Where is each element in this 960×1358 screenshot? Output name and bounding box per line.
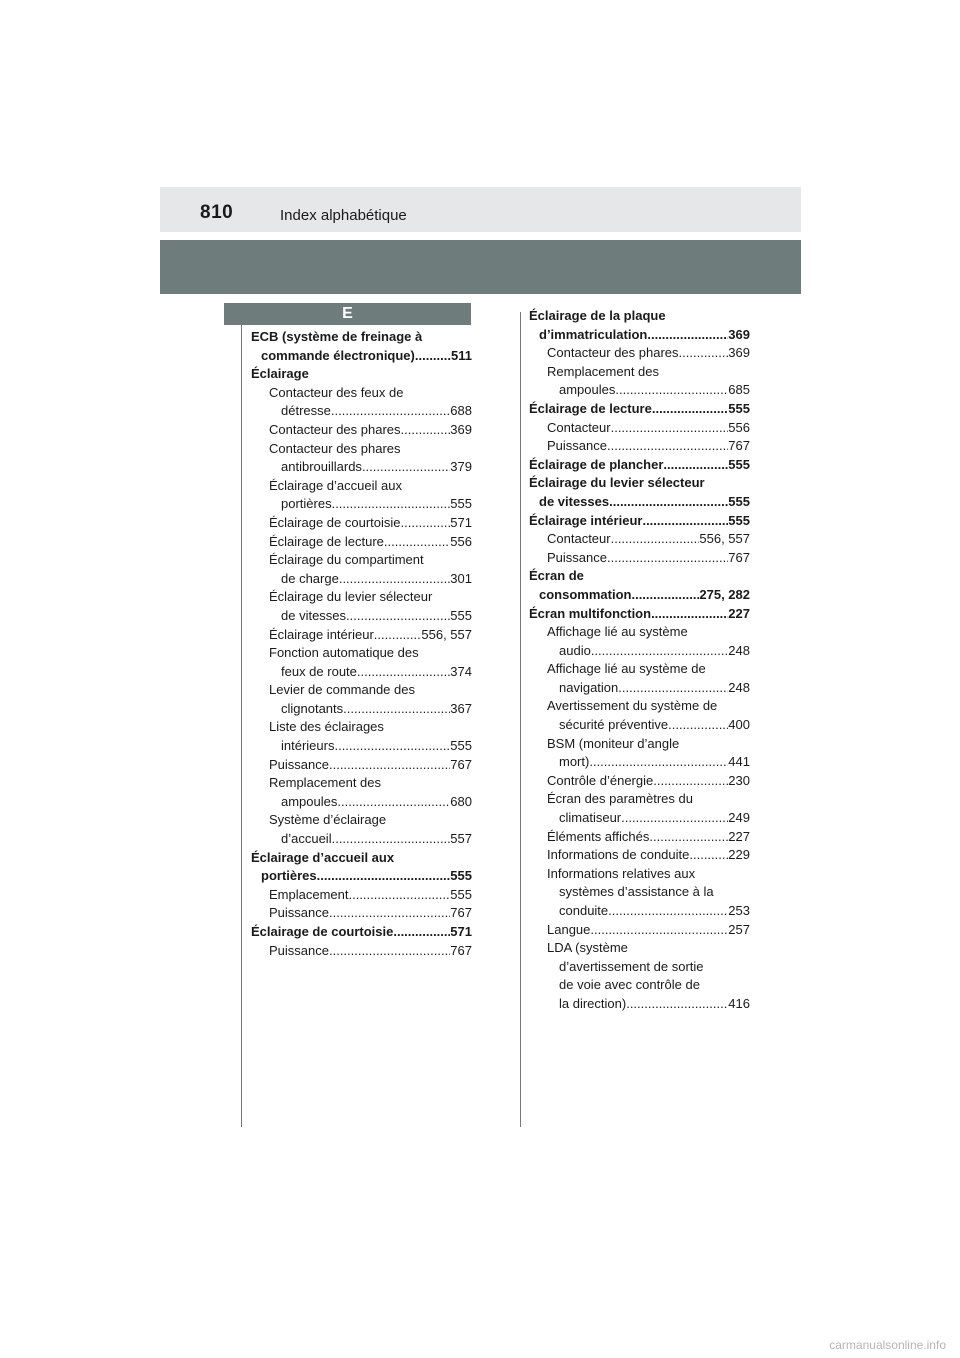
index-entry xyxy=(529,512,750,531)
index-entry xyxy=(251,533,472,552)
index-entry xyxy=(529,549,750,568)
leader-dots xyxy=(357,663,450,682)
index-entry-page: 680 xyxy=(450,793,472,809)
index-entry-text: Remplacement des xyxy=(547,363,659,379)
index-entry-page: 301 xyxy=(450,570,472,586)
index-entry xyxy=(251,811,472,830)
index-entry xyxy=(529,419,750,438)
index-entry xyxy=(529,623,750,642)
index-entry-page: 253 xyxy=(728,903,750,918)
index-entry-text: Éclairage de lecture xyxy=(269,533,384,549)
index-entry xyxy=(251,440,472,459)
section-banner xyxy=(160,240,801,294)
index-entry xyxy=(529,326,750,345)
index-entry xyxy=(251,644,472,663)
index-entry-text: Éclairage intérieur xyxy=(269,626,374,642)
index-entry-page: 555 xyxy=(728,512,750,528)
index-entry xyxy=(529,883,750,902)
index-entry-page: 685 xyxy=(728,382,750,398)
leader-dots xyxy=(384,533,450,552)
leader-dots xyxy=(668,716,728,735)
leader-dots xyxy=(652,400,728,419)
index-entry xyxy=(251,384,472,403)
leader-dots xyxy=(609,493,728,512)
leader-dots xyxy=(663,456,728,475)
index-entry xyxy=(529,586,750,605)
left-column-rule xyxy=(241,325,242,1127)
leader-dots xyxy=(393,923,450,942)
index-entry-text: Éclairage d’accueil aux xyxy=(251,849,395,865)
index-entry-text: Éclairage de lecture xyxy=(529,400,652,416)
index-column-right xyxy=(529,307,750,1014)
index-entry-page: 556, 557 xyxy=(699,531,750,547)
index-entry-page: 555 xyxy=(450,607,472,623)
index-entry xyxy=(251,904,472,923)
index-entry-text: Puissance xyxy=(269,756,329,772)
leader-dots xyxy=(607,437,728,456)
index-entry-text: d’accueil xyxy=(281,831,332,847)
index-entry-text: la direction) xyxy=(559,995,627,1011)
index-entry-text: Contacteur des phares xyxy=(269,421,401,437)
right-column-rule xyxy=(520,312,521,1127)
index-entry-text: Contacteur xyxy=(547,419,611,435)
index-entry-text: conduite xyxy=(559,903,609,918)
index-entry xyxy=(529,400,750,419)
index-entry xyxy=(251,793,472,812)
index-entry xyxy=(251,588,472,607)
index-entry xyxy=(529,530,750,549)
index-entry xyxy=(251,495,472,514)
leader-dots xyxy=(339,570,450,589)
index-entry-page: 249 xyxy=(728,810,750,826)
index-entry-page: 555 xyxy=(450,886,472,902)
index-entry-page: 257 xyxy=(728,921,750,937)
leader-dots xyxy=(621,809,728,828)
index-entry-text: Informations relatives aux xyxy=(547,865,696,881)
index-entry-page: 369 xyxy=(728,345,750,361)
header-bar xyxy=(160,187,801,232)
index-entry-text: audio xyxy=(559,642,591,658)
index-entry-text: commande électronique) xyxy=(261,347,415,363)
index-entry-text: Contacteur des phares xyxy=(547,345,679,361)
index-letter-tab: E xyxy=(224,303,471,325)
index-entry-page: 556, 557 xyxy=(421,626,472,642)
index-entry-text: intérieurs xyxy=(281,738,335,754)
index-entry xyxy=(251,942,472,961)
index-entry-page: 369 xyxy=(450,421,472,437)
index-entry xyxy=(251,607,472,626)
index-entry-text: mort) xyxy=(559,754,590,770)
index-entry-page: 248 xyxy=(728,679,750,695)
index-entry xyxy=(529,716,750,735)
index-entry xyxy=(529,735,750,754)
index-entry-page: 571 xyxy=(450,514,472,530)
leader-dots xyxy=(626,995,728,1014)
index-entry-page: 227 xyxy=(728,605,750,621)
index-entry-page: 367 xyxy=(450,700,472,716)
index-entry xyxy=(251,551,472,570)
index-entry-page: 555 xyxy=(450,496,472,512)
index-entry xyxy=(251,458,472,477)
index-entry-text: Éclairage de plancher xyxy=(529,456,664,472)
index-entry-text: Avertissement du système de xyxy=(547,698,718,714)
index-entry xyxy=(529,493,750,512)
leader-dots xyxy=(362,458,450,477)
index-entry xyxy=(529,381,750,400)
index-entry-text: Affichage lié au système de xyxy=(547,661,706,677)
index-entry xyxy=(529,679,750,698)
index-entry xyxy=(529,567,750,586)
index-entry xyxy=(251,402,472,421)
index-entry xyxy=(529,865,750,884)
index-entry xyxy=(251,867,472,886)
index-entry xyxy=(251,328,472,347)
index-entry-text: Éclairage xyxy=(251,366,309,382)
index-entry xyxy=(251,923,472,942)
index-entry-page: 227 xyxy=(728,828,750,844)
index-entry xyxy=(251,626,472,645)
index-entry-page: 767 xyxy=(728,549,750,565)
index-entry-page: 556 xyxy=(450,533,472,549)
leader-dots xyxy=(401,514,451,533)
index-entry-page: 416 xyxy=(728,995,750,1011)
index-entry-page: 555 xyxy=(728,456,750,472)
leader-dots xyxy=(415,347,451,366)
index-entry xyxy=(529,474,750,493)
leader-dots xyxy=(653,772,728,791)
index-entry xyxy=(251,365,472,384)
index-entry xyxy=(251,737,472,756)
index-entry-text: Éclairage d’accueil aux xyxy=(269,477,402,493)
index-entry-page: 688 xyxy=(450,403,472,419)
index-entry xyxy=(529,828,750,847)
index-entry-page: 555 xyxy=(450,738,472,754)
index-entry xyxy=(251,718,472,737)
index-entry-text: Contacteur des phares xyxy=(269,440,401,456)
index-entry xyxy=(529,753,750,772)
leader-dots xyxy=(329,756,450,775)
index-entry-text: de charge xyxy=(281,570,339,586)
index-entry-text: Éclairage du compartiment xyxy=(269,552,424,568)
index-entry-page: 400 xyxy=(728,717,750,733)
index-entry xyxy=(251,477,472,496)
index-entry-text: LDA (système xyxy=(547,940,628,956)
index-entry-text: de vitesses xyxy=(281,607,347,623)
index-entry-page: 374 xyxy=(450,663,472,679)
index-entry-page: 767 xyxy=(728,438,750,454)
index-entry-page: 229 xyxy=(728,847,750,863)
index-entry-page: 230 xyxy=(728,772,750,788)
index-entry-text: de voie avec contrôle de xyxy=(559,977,700,993)
leader-dots xyxy=(334,737,450,756)
leader-dots xyxy=(591,642,728,661)
index-entry-text: Éclairage du levier sélecteur xyxy=(269,589,433,605)
index-entry xyxy=(251,756,472,775)
index-entry-text: Éléments affichés xyxy=(547,828,650,844)
index-entry-text: d’immatriculation xyxy=(539,326,648,342)
index-entry-text: Système d’éclairage xyxy=(269,812,387,828)
leader-dots xyxy=(647,326,728,345)
leader-dots xyxy=(332,495,451,514)
index-entry xyxy=(251,514,472,533)
index-entry-text: Contrôle d’énergie xyxy=(547,772,654,788)
index-entry-text: Emplacement xyxy=(269,886,349,902)
leader-dots xyxy=(590,921,728,940)
leader-dots xyxy=(607,549,728,568)
leader-dots xyxy=(329,904,450,923)
index-entry xyxy=(529,344,750,363)
index-entry-text: portières xyxy=(281,496,332,512)
index-entry-text: climatiseur xyxy=(559,810,622,826)
page-number: 810 xyxy=(200,202,234,223)
index-entry-text: Levier de commande des xyxy=(269,682,415,698)
leader-dots xyxy=(651,605,728,624)
index-entry-page: 555 xyxy=(450,868,472,884)
index-entry-text: Écran multifonction xyxy=(529,605,652,621)
index-entry-page: 556 xyxy=(728,419,750,435)
index-entry xyxy=(529,437,750,456)
index-entry-text: ampoules xyxy=(559,382,616,398)
index-entry-text: Puissance xyxy=(547,549,607,565)
index-entry-text: Puissance xyxy=(547,438,607,454)
index-entry-text: clignotants xyxy=(281,700,344,716)
index-entry-text: d’avertissement de sortie xyxy=(559,958,704,974)
index-entry-text: portières xyxy=(261,868,317,884)
leader-dots xyxy=(337,793,450,812)
index-entry-page: 767 xyxy=(450,756,472,772)
index-entry-text: Fonction automatique des xyxy=(269,645,419,661)
index-entry xyxy=(529,809,750,828)
index-entry-page: 275, 282 xyxy=(699,586,750,602)
leader-dots xyxy=(615,381,728,400)
index-entry xyxy=(251,663,472,682)
index-entry-page: 555 xyxy=(728,493,750,509)
index-entry-page: 571 xyxy=(450,924,472,939)
leader-dots xyxy=(589,753,728,772)
index-entry xyxy=(529,660,750,679)
index-entry xyxy=(529,772,750,791)
index-entry-text: Liste des éclairages xyxy=(269,719,384,735)
index-entry-text: Remplacement des xyxy=(269,775,381,791)
index-entry-text: feux de route xyxy=(281,663,357,679)
leader-dots xyxy=(332,830,451,849)
index-entry xyxy=(529,307,750,326)
index-entry-text: Écran des paramètres du xyxy=(547,791,693,807)
leader-dots xyxy=(618,679,728,698)
leader-dots xyxy=(611,419,729,438)
index-entry-page: 557 xyxy=(450,831,472,847)
leader-dots xyxy=(401,421,451,440)
leader-dots xyxy=(649,828,728,847)
watermark: carmanualsonline.info xyxy=(829,1338,946,1352)
index-entry xyxy=(529,846,750,865)
index-entry-text: ECB (système de freinage à xyxy=(251,329,423,344)
index-entry-page: 441 xyxy=(728,754,750,770)
leader-dots xyxy=(348,886,450,905)
index-entry-text: consommation xyxy=(539,586,632,602)
index-entry-page: 369 xyxy=(728,326,750,342)
index-entry xyxy=(251,886,472,905)
leader-dots xyxy=(343,700,450,719)
index-entry xyxy=(251,570,472,589)
index-entry-text: Éclairage de courtoisie xyxy=(251,924,394,939)
index-entry-text: BSM (moniteur d’angle xyxy=(547,735,680,751)
index-entry xyxy=(529,976,750,995)
index-entry-text: antibrouillards xyxy=(281,459,362,475)
leader-dots xyxy=(329,942,450,961)
index-entry xyxy=(529,642,750,661)
index-entry-text: Puissance xyxy=(269,905,329,921)
index-entry-text: Affichage lié au système xyxy=(547,624,688,640)
leader-dots xyxy=(374,626,422,645)
index-entry-text: Éclairage de courtoisie xyxy=(269,514,401,530)
index-entry xyxy=(251,347,472,366)
index-entry-text: sécurité préventive xyxy=(559,717,669,733)
index-entry-text: détresse xyxy=(281,403,331,419)
index-entry xyxy=(529,902,750,921)
leader-dots xyxy=(608,902,728,921)
index-entry xyxy=(529,790,750,809)
index-entry xyxy=(251,421,472,440)
leader-dots xyxy=(331,402,450,421)
index-entry xyxy=(529,456,750,475)
leader-dots xyxy=(631,586,699,605)
index-entry-text: Contacteur des feux de xyxy=(269,384,404,400)
index-entry-text: Puissance xyxy=(269,942,329,958)
index-entry xyxy=(251,774,472,793)
index-entry-text: Informations de conduite xyxy=(547,847,690,863)
index-entry-text: ampoules xyxy=(281,793,338,809)
index-entry xyxy=(529,939,750,958)
index-entry-page: 767 xyxy=(450,905,472,921)
page-title: Index alphabétique xyxy=(280,207,407,224)
leader-dots xyxy=(679,344,729,363)
index-entry xyxy=(529,605,750,624)
index-entry-text: de vitesses xyxy=(539,493,610,509)
index-column-left xyxy=(251,328,472,960)
leader-dots xyxy=(689,846,728,865)
leader-dots xyxy=(642,512,728,531)
index-entry-text: Écran de xyxy=(529,568,584,584)
index-entry-page: 248 xyxy=(728,642,750,658)
index-entry xyxy=(251,849,472,868)
leader-dots xyxy=(317,867,451,886)
index-entry-text: Contacteur xyxy=(547,531,611,547)
index-entry-page: 379 xyxy=(450,459,472,475)
index-entry-page: 555 xyxy=(728,400,750,416)
index-entry xyxy=(251,700,472,719)
index-entry xyxy=(251,830,472,849)
index-entry xyxy=(529,995,750,1014)
index-entry-text: systèmes d’assistance à la xyxy=(559,884,714,900)
index-entry-page: 511 xyxy=(451,347,472,363)
index-entry-text: Éclairage du levier sélecteur xyxy=(529,475,705,491)
index-entry-page: 767 xyxy=(450,942,472,958)
leader-dots xyxy=(346,607,450,626)
leader-dots xyxy=(611,530,700,549)
index-entry xyxy=(251,681,472,700)
index-entry xyxy=(529,958,750,977)
index-entry-text: Langue xyxy=(547,921,591,937)
index-entry-text: Éclairage de la plaque xyxy=(529,308,666,323)
index-entry xyxy=(529,697,750,716)
index-entry-text: navigation xyxy=(559,679,619,695)
index-entry-text: Éclairage intérieur xyxy=(529,512,643,528)
index-entry xyxy=(529,921,750,940)
index-entry xyxy=(529,363,750,382)
